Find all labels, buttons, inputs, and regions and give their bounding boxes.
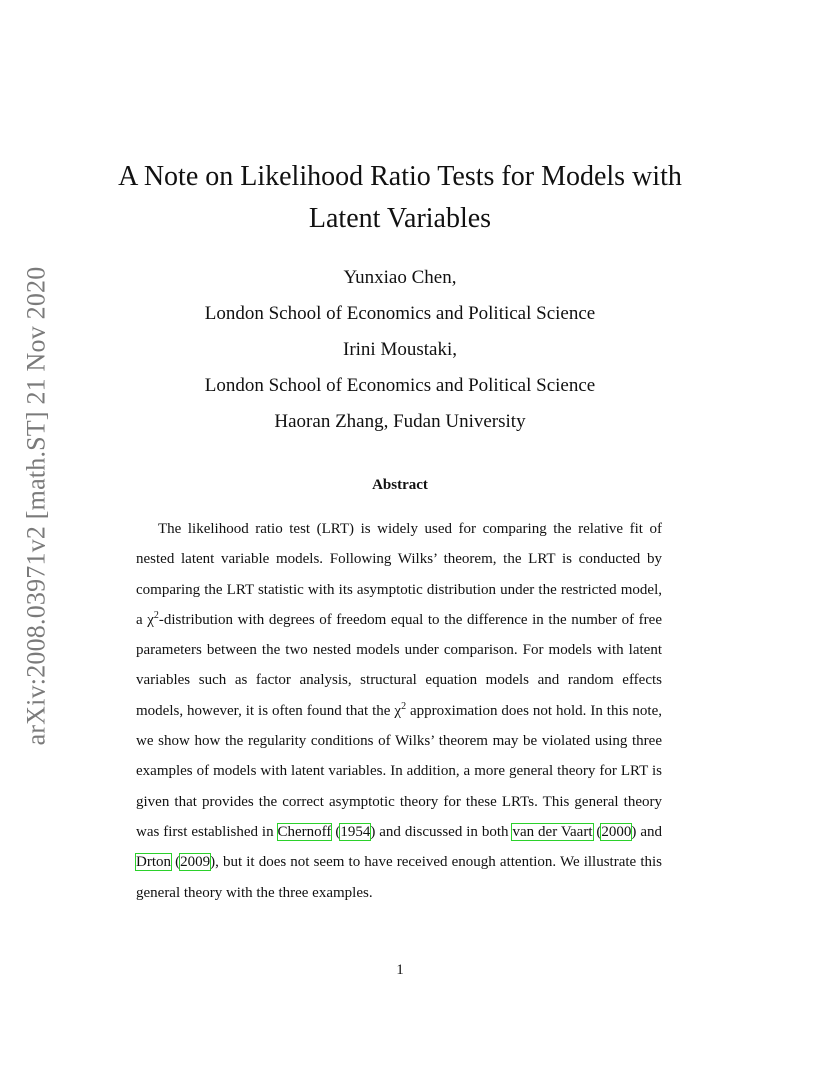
author-affiliation-chen: London School of Economics and Political Science	[204, 303, 596, 324]
abstract-text-6: ), but it does not seem to have received enough attention. We illustrate this general theory with the three examples.	[136, 854, 662, 901]
citation-paren: (	[171, 854, 181, 871]
author-name-zhang: Haoran Zhang, Fudan University	[274, 411, 526, 432]
author-name-chen: Yunxiao Chen,	[343, 267, 457, 288]
paper-title-line-2: Latent Variables	[308, 203, 492, 234]
arxiv-identifier-stamp	[18, 268, 54, 744]
citation-link-van-der-vaart[interactable]: van der Vaart	[512, 823, 593, 840]
citation-paren: (	[592, 823, 602, 840]
abstract-text-1: The likelihood ratio test (LRT) is widely used for comparing the relative fit of nested latent variable models. Following Wilks’ theorem, the LRT is conducted by comparing the LRT statistic with its asymptotic distribution under the restricted model, a χ	[136, 521, 662, 628]
abstract-body	[136, 514, 662, 908]
citation-link-2000[interactable]: 2000	[601, 823, 632, 840]
abstract-text-5: ) and	[631, 823, 663, 840]
superscript-2: 2	[401, 700, 407, 712]
author-name-moustaki: Irini Moustaki,	[343, 339, 457, 360]
abstract-text-4: ) and discussed in both	[370, 823, 513, 840]
paper-title-line-1: A Note on Likelihood Ratio Tests for Models with	[118, 161, 682, 192]
abstract-heading: Abstract	[372, 477, 428, 493]
citation-link-chernoff[interactable]: Chernoff	[277, 823, 332, 840]
superscript-2: 2	[153, 609, 159, 621]
citation-link-drton[interactable]: Drton	[136, 854, 171, 871]
citation-link-2009[interactable]: 2009	[180, 854, 211, 871]
author-affiliation-moustaki: London School of Economics and Political Science	[204, 375, 596, 396]
author-block	[100, 260, 700, 440]
abstract-paragraph	[136, 514, 662, 908]
arxiv-identifier-text: arXiv:2008.03971v2 [math.ST] 21 Nov 2020	[21, 266, 50, 746]
paper-title	[100, 156, 700, 240]
abstract-text-2: -distribution with degrees of freedom equal to the difference in the number of free parameters between the two nested models under comparison. For models with latent variables such as factor analysis, structural equation models and random effects models, however, it is often found that the χ	[136, 611, 662, 719]
page-number: 1	[396, 962, 404, 978]
citation-paren: (	[331, 823, 341, 840]
abstract-text-3: approximation does not hold. In this note, we show how the regularity conditions of Wilks’ theorem may be violated using three examples of models with latent variables. In addition, a more general theory for LRT is given that provides the correct asymptotic theory for these LRTs. This general theory was first established in	[136, 702, 662, 840]
citation-link-1954[interactable]: 1954	[340, 823, 371, 840]
